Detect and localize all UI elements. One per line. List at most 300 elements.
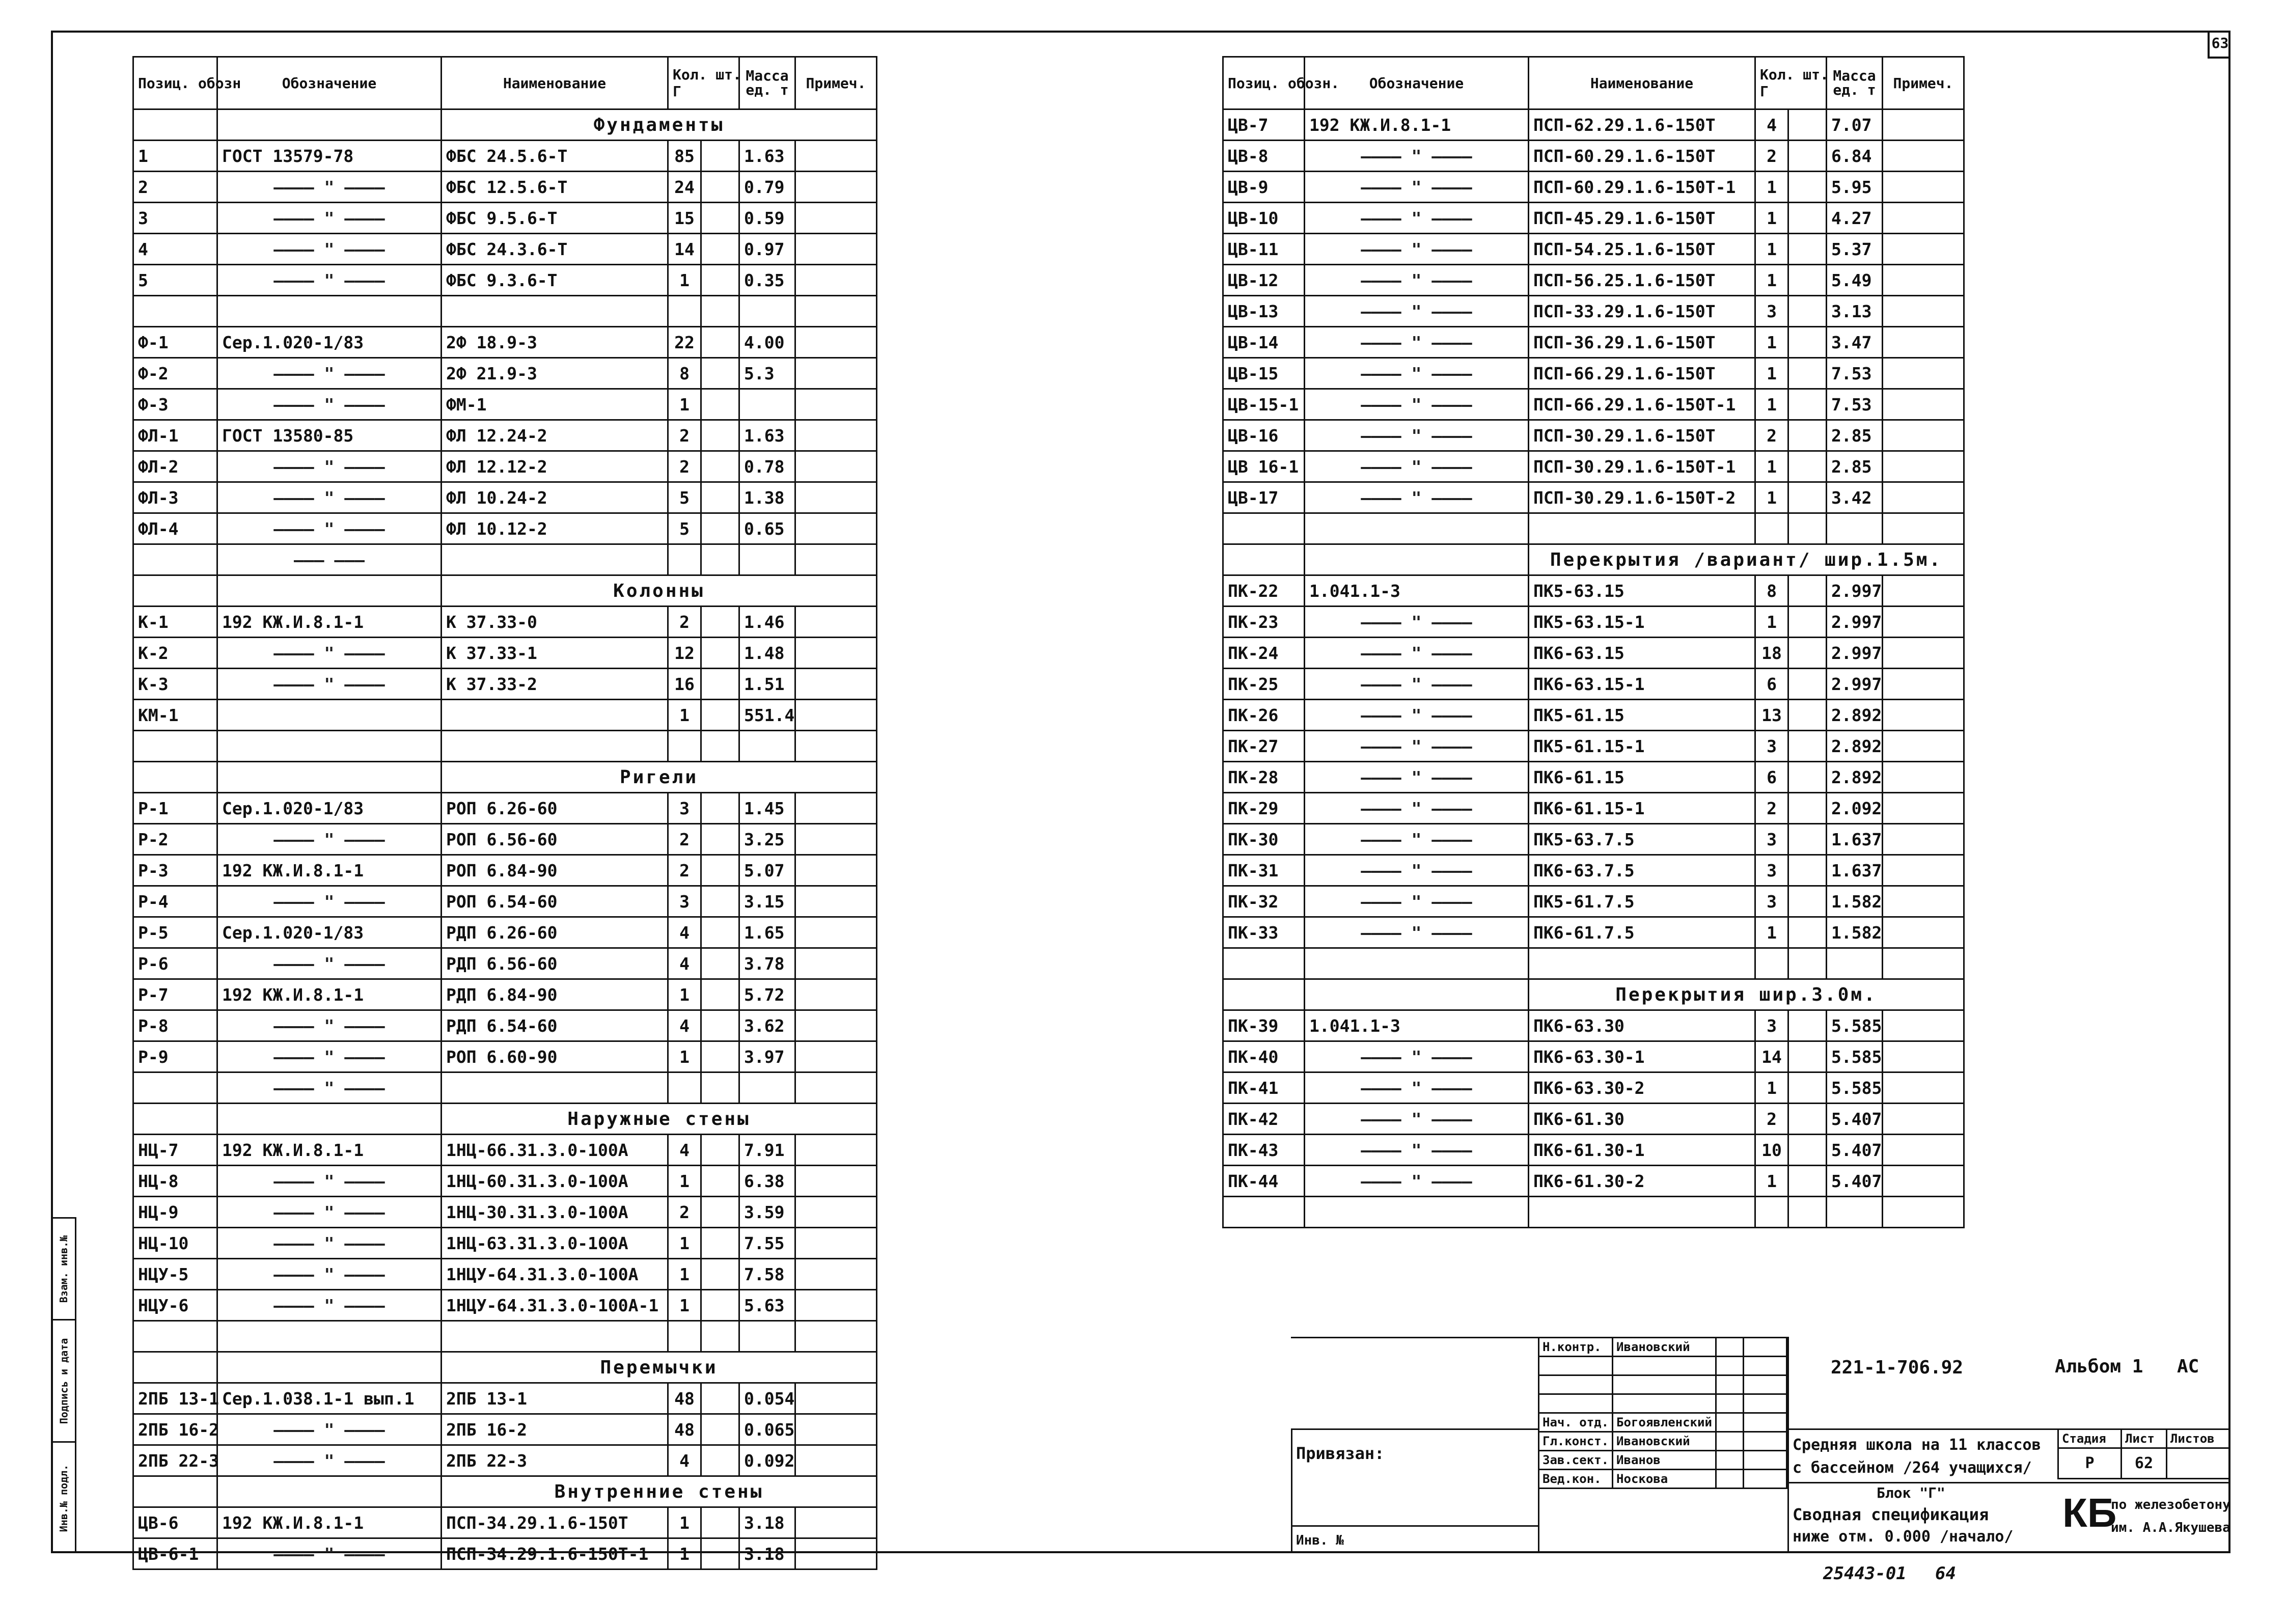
cell-name: РДП 6.56-60 xyxy=(442,948,668,979)
table-row xyxy=(1223,824,1964,855)
staff-role: Нач. отд. xyxy=(1539,1413,1613,1432)
cell-designation: ———— " ———— xyxy=(1305,638,1529,669)
cell-designation: ———— " ———— xyxy=(217,1259,442,1290)
cell-qty-extra xyxy=(701,1507,739,1538)
cell-qty: 85 xyxy=(668,141,701,172)
cell-qty: 1 xyxy=(668,1259,701,1290)
cell-qty-extra xyxy=(1788,824,1827,855)
cell-designation: ———— " ———— xyxy=(217,389,442,420)
table-row xyxy=(133,855,877,886)
cell-qty: 1 xyxy=(1755,203,1788,234)
cell-note xyxy=(795,1507,877,1538)
table-row xyxy=(1223,296,1964,327)
cell-pos: ПК-31 xyxy=(1223,855,1305,886)
cell-note xyxy=(1883,793,1964,824)
cell-note xyxy=(795,669,877,700)
cell-designation: ———— " ———— xyxy=(1305,793,1529,824)
table-row xyxy=(1223,669,1964,700)
cell-designation: ———— " ———— xyxy=(217,1197,442,1228)
cell-qty-extra xyxy=(1788,296,1827,327)
cell-mass: 1.637 xyxy=(1827,855,1883,886)
cell-note xyxy=(1883,1135,1964,1166)
cell-qty: 5 xyxy=(668,513,701,544)
table-row xyxy=(1223,420,1964,451)
cell-pos xyxy=(1223,948,1305,979)
cell-pos: К-2 xyxy=(133,638,217,669)
cell-name: ПК6-61.30-1 xyxy=(1529,1135,1755,1166)
cell-qty-extra xyxy=(701,1072,739,1104)
cell-qty: 3 xyxy=(1755,296,1788,327)
cell-qty: 3 xyxy=(1755,731,1788,762)
cell-mass: 2.997 xyxy=(1827,669,1883,700)
cell-qty: 3 xyxy=(1755,1010,1788,1041)
cell-pos: 3 xyxy=(133,203,217,234)
cell-pos xyxy=(133,296,217,327)
cell-designation: ———— " ———— xyxy=(1305,762,1529,793)
cell-qty: 14 xyxy=(668,234,701,265)
cell-note xyxy=(795,793,877,824)
cell-mass xyxy=(1827,948,1883,979)
cell-name: ПК5-63.15 xyxy=(1529,575,1755,607)
cell-designation: ———— " ———— xyxy=(217,1072,442,1104)
section-row xyxy=(133,762,877,793)
cell-qty: 1 xyxy=(1755,358,1788,389)
table-row xyxy=(133,1538,877,1570)
cell-designation: ———— " ———— xyxy=(217,1041,442,1072)
cell-designation: ———— " ———— xyxy=(217,1010,442,1041)
cell-mass: 5.407 xyxy=(1827,1166,1883,1197)
cell-pos: ЦВ-13 xyxy=(1223,296,1305,327)
table-row xyxy=(1223,762,1964,793)
cell-qty-extra xyxy=(701,234,739,265)
cell-qty-extra xyxy=(1788,1072,1827,1104)
cell-note xyxy=(1883,886,1964,917)
cell-pos xyxy=(133,1072,217,1104)
table-row xyxy=(133,296,877,327)
cell-pos: 2ПБ 22-3 xyxy=(133,1445,217,1476)
cell-name: ПСП-45.29.1.6-150Т xyxy=(1529,203,1755,234)
col-pos: Позиц. обозн xyxy=(133,57,217,109)
cell-mass xyxy=(739,1072,795,1104)
cell-qty-extra xyxy=(701,1538,739,1570)
cell-mass: 3.13 xyxy=(1827,296,1883,327)
cell-note xyxy=(1883,327,1964,358)
qty-label: Кол. шт. xyxy=(673,66,741,83)
block-name: Блок "Г" xyxy=(1877,1484,1945,1501)
cell-pos: Ф-3 xyxy=(133,389,217,420)
cell-note xyxy=(1883,1166,1964,1197)
table-row xyxy=(133,389,877,420)
cell-name: 1НЦ-30.31.3.0-100А xyxy=(442,1197,668,1228)
table-row xyxy=(133,824,877,855)
cell-qty-extra xyxy=(701,1383,739,1414)
cell-qty: 8 xyxy=(668,358,701,389)
cell-qty-extra xyxy=(1788,513,1827,544)
col-designation: Обозначение xyxy=(217,57,442,109)
left-table-body xyxy=(133,109,877,1570)
table-row xyxy=(133,607,877,638)
cell-designation: ———— " ———— xyxy=(217,1228,442,1259)
cell-note xyxy=(1883,575,1964,607)
cell-name: 2Ф 21.9-3 xyxy=(442,358,668,389)
cell-qty-extra xyxy=(701,669,739,700)
cell-qty: 2 xyxy=(668,420,701,451)
cell-designation: ———— " ———— xyxy=(1305,358,1529,389)
cell-qty-extra xyxy=(701,1010,739,1041)
cell-designation: ———— " ———— xyxy=(1305,607,1529,638)
cell-qty-extra xyxy=(701,1414,739,1445)
cell-pos: К-1 xyxy=(133,607,217,638)
cell-note xyxy=(795,203,877,234)
cell-qty-extra xyxy=(1788,638,1827,669)
table-row xyxy=(1223,234,1964,265)
cell-name xyxy=(442,1321,668,1352)
cell-name: ПСП-34.29.1.6-150Т-1 xyxy=(442,1538,668,1570)
cell-qty-extra xyxy=(1788,265,1827,296)
cell-name: ФБС 9.5.6-Т xyxy=(442,203,668,234)
cell-qty-extra xyxy=(701,1290,739,1321)
cell-pos: ПК-43 xyxy=(1223,1135,1305,1166)
cell-pos: ФЛ-4 xyxy=(133,513,217,544)
cell-qty-extra xyxy=(701,1135,739,1166)
cell-note xyxy=(1883,948,1964,979)
cell-qty xyxy=(668,1321,701,1352)
cell-qty: 1 xyxy=(1755,234,1788,265)
cell-mass: 7.55 xyxy=(739,1228,795,1259)
cell-qty: 1 xyxy=(1755,917,1788,948)
cell-designation: ———— " ———— xyxy=(1305,917,1529,948)
table-row xyxy=(1223,575,1964,607)
album: Альбом 1 xyxy=(2055,1356,2143,1377)
cell-note xyxy=(795,1538,877,1570)
cell-qty-extra xyxy=(1788,700,1827,731)
cell-designation: ———— " ———— xyxy=(1305,669,1529,700)
cell-name: ПК6-61.7.5 xyxy=(1529,917,1755,948)
section-title: Фундаменты xyxy=(442,109,877,141)
cell-mass: 3.18 xyxy=(739,1538,795,1570)
staff-role: Н.контр. xyxy=(1539,1338,1613,1357)
cell-note xyxy=(1883,451,1964,482)
cell-name: ПСП-62.29.1.6-150Т xyxy=(1529,109,1755,141)
cell-pos: ПК-28 xyxy=(1223,762,1305,793)
cell-qty: 1 xyxy=(668,1538,701,1570)
stage-header xyxy=(2058,1429,2230,1448)
cell-note xyxy=(1883,638,1964,669)
cell-qty-extra xyxy=(1788,358,1827,389)
cell-note xyxy=(1883,1197,1964,1228)
cell-designation: ——— ——— xyxy=(217,544,442,575)
cell-qty-extra xyxy=(1788,793,1827,824)
table-row xyxy=(133,420,877,451)
cell-mass: 1.63 xyxy=(739,141,795,172)
cell-designation: ГОСТ 13579-78 xyxy=(217,141,442,172)
tb-divider xyxy=(1787,1337,1791,1553)
cell-mass: 2.892 xyxy=(1827,700,1883,731)
table-row xyxy=(1223,1010,1964,1041)
table-row xyxy=(1223,638,1964,669)
cell-qty: 18 xyxy=(1755,638,1788,669)
cell-name xyxy=(442,700,668,731)
cell-designation: ———— " ———— xyxy=(1305,1072,1529,1104)
cell-mass: 2.85 xyxy=(1827,420,1883,451)
cell-note xyxy=(1883,700,1964,731)
cell-name: ПСП-34.29.1.6-150Т xyxy=(442,1507,668,1538)
cell-designation: 192 КЖ.И.8.1-1 xyxy=(217,607,442,638)
cell-qty: 1 xyxy=(668,1166,701,1197)
cell-qty-extra xyxy=(1788,948,1827,979)
section-title: Колонны xyxy=(442,575,877,607)
table-row xyxy=(1223,917,1964,948)
cell-designation: ———— " ———— xyxy=(1305,855,1529,886)
cell-designation: 192 КЖ.И.8.1-1 xyxy=(217,1507,442,1538)
cell-pos: Р-9 xyxy=(133,1041,217,1072)
cell-note xyxy=(795,451,877,482)
cell-mass xyxy=(739,296,795,327)
cell-mass: 5.63 xyxy=(739,1290,795,1321)
staff-row xyxy=(1539,1451,1787,1470)
cell-note xyxy=(795,607,877,638)
table-row xyxy=(1223,1041,1964,1072)
cell-note xyxy=(795,1197,877,1228)
cell-pos: ПК-33 xyxy=(1223,917,1305,948)
cell-mass: 5.95 xyxy=(1827,172,1883,203)
cell-mass: 3.18 xyxy=(739,1507,795,1538)
table-row xyxy=(133,1321,877,1352)
section-title: Перекрытия /вариант/ шир.1.5м. xyxy=(1529,544,1964,575)
cell-designation: ———— " ———— xyxy=(1305,141,1529,172)
cell-mass: 6.84 xyxy=(1827,141,1883,172)
cell-mass: 0.092 xyxy=(739,1445,795,1476)
cell-name xyxy=(442,544,668,575)
cell-mass: 2.892 xyxy=(1827,731,1883,762)
table-row xyxy=(133,1135,877,1166)
qty-sub-label: Г xyxy=(1760,83,1769,100)
bottom-page: 64 xyxy=(1935,1563,1956,1584)
table-row xyxy=(1223,948,1964,979)
cell-name: ПСП-60.29.1.6-150Т xyxy=(1529,141,1755,172)
cell-pos: ПК-39 xyxy=(1223,1010,1305,1041)
cell-designation: Сер.1.020-1/83 xyxy=(217,793,442,824)
cell-mass: 1.582 xyxy=(1827,917,1883,948)
section-title: Перемычки xyxy=(442,1352,877,1383)
cell-name: ФБС 24.5.6-Т xyxy=(442,141,668,172)
table-row xyxy=(1223,451,1964,482)
table-row xyxy=(133,669,877,700)
cell-note xyxy=(795,948,877,979)
cell-designation: ———— " ———— xyxy=(1305,886,1529,917)
org-line1: по железобетону xyxy=(2111,1497,2230,1512)
cell-name: ПСП-54.25.1.6-150Т xyxy=(1529,234,1755,265)
cell-mass: 1.38 xyxy=(739,482,795,513)
staff-name: Ивановский xyxy=(1613,1338,1716,1357)
table-row xyxy=(133,1010,877,1041)
cell-mass: 2.092 xyxy=(1827,793,1883,824)
page-number: 63 xyxy=(2208,31,2230,59)
cell-pos: ЦВ-6-1 xyxy=(133,1538,217,1570)
cell-qty: 4 xyxy=(668,917,701,948)
cell-qty: 2 xyxy=(1755,793,1788,824)
staff-signature xyxy=(1716,1338,1743,1357)
cell-name xyxy=(442,296,668,327)
cell-mass: 1.51 xyxy=(739,669,795,700)
cell-pos xyxy=(1223,1197,1305,1228)
cell-designation: 192 КЖ.И.8.1-1 xyxy=(1305,109,1529,141)
cell-qty-extra xyxy=(701,265,739,296)
table-row xyxy=(133,1383,877,1414)
section-row xyxy=(133,1104,877,1135)
cell-qty: 5 xyxy=(668,482,701,513)
cell-pos xyxy=(133,731,217,762)
qty-label: Кол. шт. xyxy=(1760,66,1829,83)
cell-pos: ПК-42 xyxy=(1223,1104,1305,1135)
inv-no-label: Инв. № xyxy=(1296,1533,1344,1548)
cell-mass: 1.48 xyxy=(739,638,795,669)
cell-designation: ———— " ———— xyxy=(1305,265,1529,296)
cell-qty-extra xyxy=(701,420,739,451)
cell-mass: 3.25 xyxy=(739,824,795,855)
table-row xyxy=(1223,700,1964,731)
table-row xyxy=(133,638,877,669)
table-row xyxy=(133,1166,877,1197)
cell-qty-extra xyxy=(1788,327,1827,358)
cell-mass: 4.27 xyxy=(1827,203,1883,234)
cell-pos: КМ-1 xyxy=(133,700,217,731)
cell-qty-extra xyxy=(701,327,739,358)
cell-qty-extra xyxy=(701,886,739,917)
cell-qty-extra xyxy=(1788,607,1827,638)
cell-pos: Р-6 xyxy=(133,948,217,979)
table-row xyxy=(133,327,877,358)
cell-qty-extra xyxy=(701,731,739,762)
cell-qty-extra xyxy=(1788,203,1827,234)
staff-row xyxy=(1539,1413,1787,1432)
staff-name: Иванов xyxy=(1613,1451,1716,1470)
cell-name: ПСП-30.29.1.6-150Т-1 xyxy=(1529,451,1755,482)
cell-mass: 4.00 xyxy=(739,327,795,358)
cell-note xyxy=(1883,141,1964,172)
cell-qty: 1 xyxy=(668,1290,701,1321)
cell-mass: 1.63 xyxy=(739,420,795,451)
cell-qty: 2 xyxy=(668,855,701,886)
cell-designation: 1.041.1-3 xyxy=(1305,575,1529,607)
cell-qty: 3 xyxy=(1755,855,1788,886)
cell-qty-extra xyxy=(1788,141,1827,172)
cell-pos: НЦ-9 xyxy=(133,1197,217,1228)
cell-qty-extra xyxy=(1788,1197,1827,1228)
cell-note xyxy=(795,855,877,886)
cell-mass xyxy=(739,544,795,575)
doc-code: 221-1-706.92 xyxy=(1831,1357,1964,1378)
cell-name: 1НЦУ-64.31.3.0-100А-1 xyxy=(442,1290,668,1321)
cell-name: ПК6-63.15-1 xyxy=(1529,669,1755,700)
table-row xyxy=(1223,793,1964,824)
cell-qty-extra xyxy=(701,544,739,575)
cell-note xyxy=(795,917,877,948)
cell-designation: 192 КЖ.И.8.1-1 xyxy=(217,1135,442,1166)
cell-pos: Р-4 xyxy=(133,886,217,917)
cell-pos: Р-5 xyxy=(133,917,217,948)
cell-designation: ———— " ———— xyxy=(1305,327,1529,358)
cell-note xyxy=(795,327,877,358)
cell-note xyxy=(795,1010,877,1041)
cell-designation: ———— " ———— xyxy=(1305,451,1529,482)
tb-line xyxy=(2057,1482,2230,1483)
cell-qty: 16 xyxy=(668,669,701,700)
cell-mass xyxy=(739,1321,795,1352)
cell-qty-extra xyxy=(701,1197,739,1228)
cell-name: ФЛ 12.12-2 xyxy=(442,451,668,482)
section-title: Внутренние стены xyxy=(442,1476,877,1507)
cell-mass: 2.892 xyxy=(1827,762,1883,793)
cell-pos: ЦВ-10 xyxy=(1223,203,1305,234)
cell-name: ПК6-63.15 xyxy=(1529,638,1755,669)
cell-name: ФЛ 12.24-2 xyxy=(442,420,668,451)
cell-qty-extra xyxy=(1788,575,1827,607)
cell-mass: 1.65 xyxy=(739,917,795,948)
cell-qty: 1 xyxy=(668,1507,701,1538)
cell-qty xyxy=(1755,513,1788,544)
cell-name: РОП 6.26-60 xyxy=(442,793,668,824)
cell-pos: ПК-41 xyxy=(1223,1072,1305,1104)
cell-name: РОП 6.60-90 xyxy=(442,1041,668,1072)
table-row xyxy=(1223,855,1964,886)
cell-note xyxy=(1883,669,1964,700)
cell-name: ПК5-61.7.5 xyxy=(1529,886,1755,917)
table-row xyxy=(133,700,877,731)
cell-pos: Р-3 xyxy=(133,855,217,886)
cell-designation: ———— " ———— xyxy=(217,1538,442,1570)
cell-qty-extra xyxy=(1788,1010,1827,1041)
cell-qty-extra xyxy=(1788,172,1827,203)
cell-note xyxy=(1883,1041,1964,1072)
cell-qty-extra xyxy=(701,1166,739,1197)
cell-qty-extra xyxy=(701,700,739,731)
cell-mass: 0.78 xyxy=(739,451,795,482)
sheet-label: Лист xyxy=(2122,1429,2167,1448)
cell-designation: Сер.1.020-1/83 xyxy=(217,327,442,358)
staff-name: Ивановский xyxy=(1613,1432,1716,1451)
cell-name: ПСП-60.29.1.6-150Т-1 xyxy=(1529,172,1755,203)
cell-qty: 4 xyxy=(668,1445,701,1476)
cell-pos: НЦ-7 xyxy=(133,1135,217,1166)
cell-name: ПСП-30.29.1.6-150Т xyxy=(1529,420,1755,451)
cell-mass: 1.637 xyxy=(1827,824,1883,855)
cell-name: 1НЦ-63.31.3.0-100А xyxy=(442,1228,668,1259)
cell-qty-extra xyxy=(701,638,739,669)
table-row xyxy=(133,917,877,948)
table-row xyxy=(1223,265,1964,296)
cell-mass xyxy=(1827,1197,1883,1228)
cell-mass: 0.79 xyxy=(739,172,795,203)
cell-qty: 1 xyxy=(1755,265,1788,296)
table-row xyxy=(133,731,877,762)
cell-designation: ———— " ———— xyxy=(1305,731,1529,762)
cell-qty: 1 xyxy=(668,1041,701,1072)
cell-name: РОП 6.54-60 xyxy=(442,886,668,917)
cell-qty: 1 xyxy=(1755,1072,1788,1104)
cell-note xyxy=(795,513,877,544)
cell-note xyxy=(1883,607,1964,638)
cell-designation: ———— " ———— xyxy=(1305,389,1529,420)
tb-line xyxy=(1787,1482,2057,1483)
cell-designation: ———— " ———— xyxy=(217,482,442,513)
sign-date-cell xyxy=(51,1319,76,1441)
staff-role: Зав.сект. xyxy=(1539,1451,1613,1470)
cell-pos: К-3 xyxy=(133,669,217,700)
cell-qty-extra xyxy=(1788,1104,1827,1135)
cell-note xyxy=(795,1135,877,1166)
cell-designation: ———— " ———— xyxy=(1305,824,1529,855)
